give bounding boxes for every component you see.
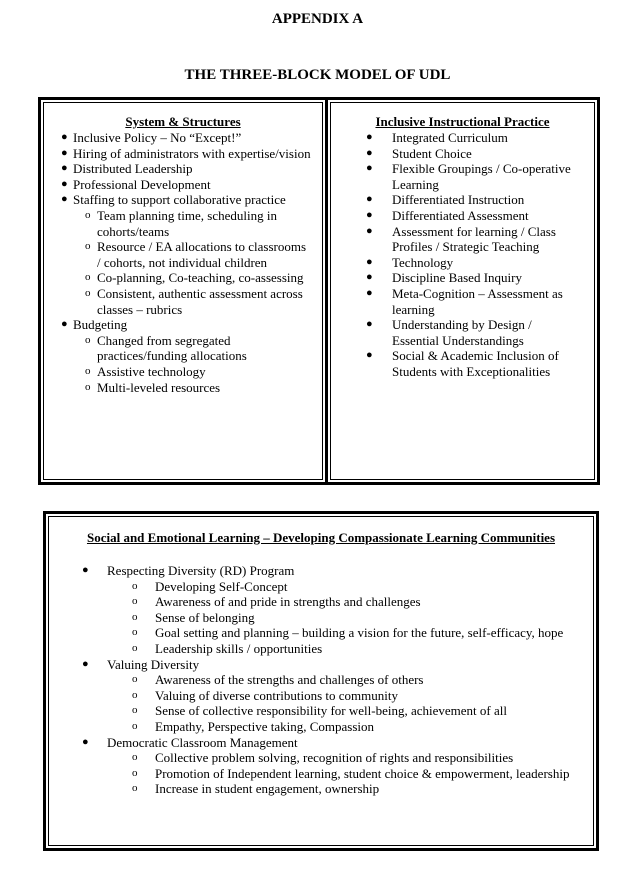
list-item	[61, 317, 311, 333]
list-item	[366, 192, 576, 208]
list-item-text: Social & Academic Inclusion of Students with Exceptionalities	[392, 348, 559, 379]
list-item	[366, 130, 576, 146]
bullet-icon: ●	[366, 255, 373, 268]
system-structures-list	[61, 130, 311, 395]
bullet-icon: ●	[82, 735, 89, 748]
system-structures-box	[38, 97, 328, 485]
list-item	[82, 735, 592, 751]
bullet-icon: ●	[366, 131, 373, 143]
hollow-bullet-icon: o	[132, 595, 138, 608]
sub-list-item	[82, 579, 592, 595]
sub-list-item	[61, 208, 311, 239]
hollow-bullet-icon: o	[132, 688, 138, 701]
sub-list-item	[61, 286, 311, 317]
list-item	[61, 130, 311, 146]
list-item-text: Discipline Based Inquiry	[392, 270, 522, 286]
bullet-icon: ●	[366, 271, 373, 284]
appendix-heading: APPENDIX A	[271, 11, 364, 27]
list-item	[366, 270, 576, 286]
list-item-text: Assessment for learning / Class Profiles / Strategic Teaching	[392, 223, 556, 255]
bullet-icon: ●	[366, 162, 373, 175]
list-item-text: Hiring of administrators with expertise/vision	[73, 145, 311, 161]
sub-list-item	[82, 641, 592, 657]
sub-list-item	[82, 781, 592, 797]
sub-list-item	[61, 239, 311, 270]
sub-list-item-text: Sense of collective responsibility for well-being, achievement of all	[155, 703, 507, 719]
sub-list-item-text: Collective problem solving, recognition of rights and responsibilities	[155, 750, 514, 766]
list-item-text: Distributed Leadership	[73, 161, 193, 177]
bullet-icon: ●	[366, 349, 373, 362]
sub-list-item	[61, 270, 311, 286]
social-emotional-list	[82, 563, 592, 797]
hollow-bullet-icon: o	[132, 673, 138, 686]
sub-list-item	[82, 672, 592, 688]
list-item-text: Inclusive Policy – No “Except!”	[73, 130, 242, 145]
bullet-icon: ●	[366, 286, 373, 299]
sub-list-item	[61, 333, 311, 364]
sub-list-item-text: Consistent, authentic assessment across classes – rubrics	[97, 285, 303, 317]
hollow-bullet-icon: o	[132, 610, 138, 623]
sub-list-item	[82, 719, 592, 735]
hollow-bullet-icon: o	[132, 704, 138, 717]
inclusive-practice-title: Inclusive Instructional Practice	[375, 114, 550, 129]
bullet-icon: ●	[61, 131, 68, 143]
sub-list-item	[61, 364, 311, 380]
list-item	[61, 161, 311, 177]
hollow-bullet-icon: o	[85, 286, 91, 299]
list-item	[366, 146, 576, 162]
bullet-icon: ●	[82, 657, 89, 670]
bullet-icon: ●	[61, 162, 68, 175]
sub-list-item	[82, 610, 592, 626]
list-item-text: Understanding by Design / Essential Understandings	[392, 317, 532, 348]
list-item	[366, 317, 576, 348]
list-item-text: Valuing Diversity	[107, 656, 200, 672]
list-item	[61, 146, 311, 162]
sub-list-item	[82, 594, 592, 610]
sub-list-item	[82, 750, 592, 766]
hollow-bullet-icon: o	[132, 719, 138, 732]
hollow-bullet-icon: o	[85, 208, 91, 221]
hollow-bullet-icon: o	[132, 641, 138, 654]
list-item	[366, 161, 576, 192]
social-emotional-title: Social and Emotional Learning – Developing Compassionate Learning Communities	[86, 530, 556, 545]
sub-list-item-text: Sense of belonging	[155, 609, 255, 625]
list-item-text: Budgeting	[73, 317, 128, 333]
hollow-bullet-icon: o	[132, 766, 138, 779]
sub-list-item-text: Leadership skills / opportunities	[155, 640, 323, 656]
social-emotional-box	[43, 511, 599, 851]
list-item-text: Meta-Cognition – Assessment as learning	[392, 285, 563, 317]
hollow-bullet-icon: o	[132, 579, 138, 592]
list-item-text: Differentiated Assessment	[392, 207, 529, 223]
sub-list-item	[61, 380, 311, 396]
list-item-text: Technology	[392, 254, 454, 270]
sub-list-item-text: Goal setting and planning – building a vision for the future, self-efficacy, hope	[155, 625, 564, 641]
list-item	[61, 192, 311, 208]
list-item	[366, 348, 576, 379]
sub-list-item-text: Increase in student engagement, ownership	[155, 781, 380, 797]
list-item-text: Flexible Groupings / Co-operative Learning	[392, 161, 571, 192]
inclusive-practice-box	[325, 97, 600, 485]
list-item-text: Integrated Curriculum	[392, 130, 508, 145]
sub-list-item	[82, 625, 592, 641]
hollow-bullet-icon: o	[132, 782, 138, 795]
bullet-icon: ●	[61, 146, 68, 159]
bullet-icon: ●	[61, 177, 68, 190]
hollow-bullet-icon: o	[85, 271, 91, 284]
list-item	[366, 208, 576, 224]
hollow-bullet-icon: o	[85, 380, 91, 393]
bullet-icon: ●	[61, 318, 68, 331]
hollow-bullet-icon: o	[85, 364, 91, 377]
list-item	[366, 224, 576, 255]
bullet-icon: ●	[366, 224, 373, 237]
list-item	[82, 563, 592, 579]
sub-list-item-text: Resource / EA allocations to classrooms / cohorts, not individual children	[97, 239, 307, 270]
sub-list-item-text: Multi-leveled resources	[97, 379, 221, 395]
sub-list-item-text: Empathy, Perspective taking, Compassion	[155, 718, 375, 734]
sub-list-item-text: Co-planning, Co-teaching, co-assessing	[97, 270, 304, 286]
list-item	[366, 255, 576, 271]
bullet-icon: ●	[61, 193, 68, 206]
list-item	[82, 657, 592, 673]
sub-list-item-text: Valuing of diverse contributions to community	[155, 687, 398, 703]
inclusive-practice-list	[366, 130, 576, 380]
list-item-text: Staffing to support collaborative practice	[73, 192, 286, 208]
sub-list-item-text: Team planning time, scheduling in cohorts/teams	[97, 207, 277, 239]
bullet-icon: ●	[366, 208, 373, 221]
list-item-text: Professional Development	[73, 176, 211, 192]
list-item-text: Differentiated Instruction	[392, 192, 525, 208]
bullet-icon: ●	[82, 564, 89, 576]
list-item	[366, 286, 576, 317]
hollow-bullet-icon: o	[132, 751, 138, 764]
sub-list-item-text: Promotion of Independent learning, student choice & empowerment, leadership	[155, 765, 570, 781]
list-item	[61, 177, 311, 193]
sub-list-item-text: Awareness of the strengths and challenges of others	[155, 672, 424, 688]
list-item-text: Respecting Diversity (RD) Program	[107, 563, 295, 578]
bullet-icon: ●	[366, 193, 373, 206]
sub-list-item	[82, 766, 592, 782]
sub-list-item	[82, 688, 592, 704]
bullet-icon: ●	[366, 146, 373, 159]
list-item-text: Student Choice	[392, 145, 472, 161]
hollow-bullet-icon: o	[85, 333, 91, 346]
sub-list-item-text: Awareness of and pride in strengths and challenges	[155, 594, 421, 610]
sub-list-item-text: Changed from segregated practices/funding allocations	[97, 332, 247, 364]
hollow-bullet-icon: o	[132, 626, 138, 639]
hollow-bullet-icon: o	[85, 240, 91, 253]
sub-list-item-text: Developing Self-Concept	[155, 578, 288, 594]
model-title: THE THREE-BLOCK MODEL OF UDL	[184, 67, 451, 83]
system-structures-title: System & Structures	[125, 114, 241, 129]
list-item-text: Democratic Classroom Management	[107, 734, 298, 750]
sub-list-item	[82, 703, 592, 719]
bullet-icon: ●	[366, 318, 373, 331]
sub-list-item-text: Assistive technology	[97, 363, 206, 379]
